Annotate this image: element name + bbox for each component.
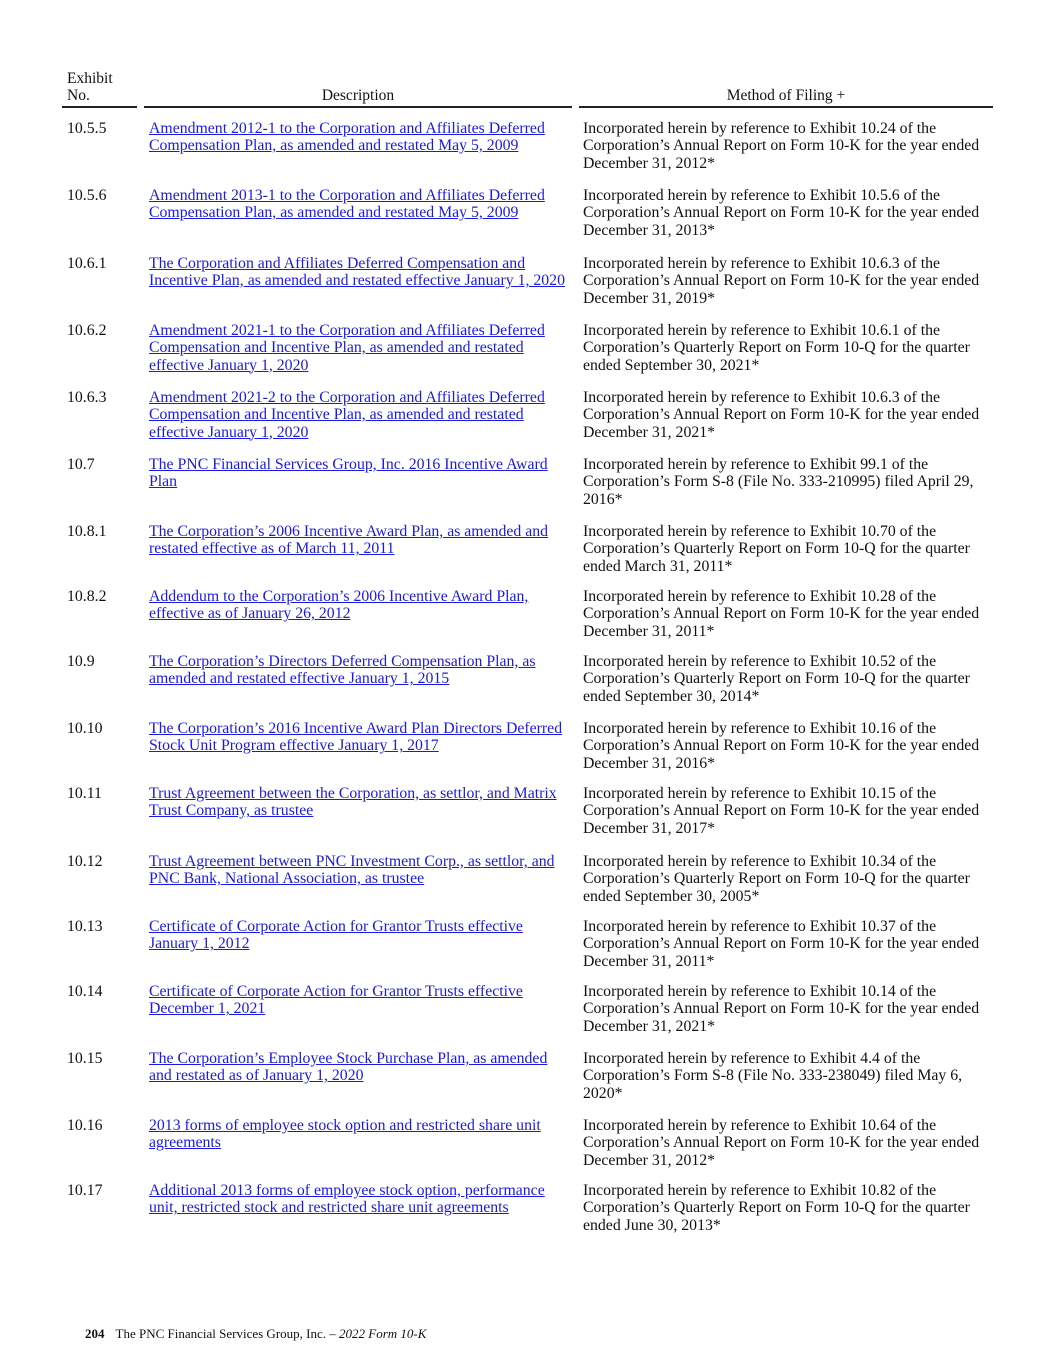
exhibit-number: 10.17: [67, 1182, 103, 1199]
filing-method: Incorporated herein by reference to Exhibit 10.6.3 of the Corporation’s Annual Report on Form 10-K for the year ended December 31, 2021*: [583, 389, 980, 441]
exhibit-no-header: [62, 66, 137, 108]
exhibit-link[interactable]: Addendum to the Corporation’s 2006 Incentive Award Plan, effective as of January 26, 2012: [149, 588, 529, 623]
filing-method: Incorporated herein by reference to Exhibit 10.5.6 of the Corporation’s Annual Report on Form 10-K for the year ended December 31, 2013*: [583, 187, 980, 239]
exhibit-number: 10.16: [67, 1117, 103, 1134]
page-footer: [85, 1326, 426, 1342]
filing-method: Incorporated herein by reference to Exhibit 10.64 of the Corporation’s Annual Report on Form 10-K for the year ended December 31, 2012*: [583, 1117, 980, 1169]
exhibit-link[interactable]: The Corporation’s Directors Deferred Compensation Plan, as amended and restated effective January 1, 2015: [149, 653, 536, 688]
exhibit-link[interactable]: Additional 2013 forms of employee stock option, performance unit, restricted stock and restricted share unit agreements: [149, 1182, 545, 1217]
exhibit-link[interactable]: The Corporation’s Employee Stock Purchase Plan, as amended and restated as of January 1, 2020: [149, 1050, 548, 1085]
exhibit-number: 10.5.5: [67, 120, 107, 137]
filing-method: Incorporated herein by reference to Exhibit 10.82 of the Corporation’s Quarterly Report on Form 10-Q for the quarter ended June 30, 2013*: [583, 1182, 970, 1234]
exhibit-number: 10.7: [67, 456, 95, 473]
footer-form: 2022 Form 10-K: [339, 1326, 427, 1341]
exhibit-link[interactable]: Certificate of Corporate Action for Grantor Trusts effective December 1, 2021: [149, 983, 523, 1018]
exhibit-link[interactable]: The Corporation’s 2016 Incentive Award Plan Directors Deferred Stock Unit Program effective January 1, 2017: [149, 720, 563, 755]
exhibit-number: 10.11: [67, 785, 102, 802]
filing-method: Incorporated herein by reference to Exhibit 10.15 of the Corporation’s Annual Report on Form 10-K for the year ended December 31, 2017*: [583, 785, 980, 837]
filing-method: Incorporated herein by reference to Exhibit 10.24 of the Corporation’s Annual Report on Form 10-K for the year ended December 31, 2012*: [583, 120, 980, 172]
exhibit-number: 10.15: [67, 1050, 103, 1067]
exhibit-link[interactable]: Amendment 2012-1 to the Corporation and Affiliates Deferred Compensation Plan, as amended and restated May 5, 2009: [149, 120, 545, 155]
exhibit-number: 10.12: [67, 853, 103, 870]
description-header: [144, 66, 572, 108]
filing-method: Incorporated herein by reference to Exhibit 10.37 of the Corporation’s Annual Report on Form 10-K for the year ended December 31, 2011*: [583, 918, 980, 970]
exhibit-link[interactable]: Amendment 2021-2 to the Corporation and Affiliates Deferred Compensation and Incentive Plan, as amended and restated effective January 1, 2020: [149, 389, 545, 441]
filing-method: Incorporated herein by reference to Exhibit 10.6.3 of the Corporation’s Annual Report on Form 10-K for the year ended December 31, 2019*: [583, 255, 980, 307]
filing-method: Incorporated herein by reference to Exhibit 10.52 of the Corporation’s Quarterly Report on Form 10-Q for the quarter ended September 30, 2014*: [583, 653, 970, 705]
exhibit-number: 10.8.1: [67, 523, 107, 540]
exhibit-link[interactable]: 2013 forms of employee stock option and restricted share unit agreements: [149, 1117, 541, 1152]
exhibit-number: 10.6.2: [67, 322, 107, 339]
exhibit-link[interactable]: The Corporation’s 2006 Incentive Award Plan, as amended and restated effective as of March 11, 2011: [149, 523, 549, 558]
exhibit-number: 10.10: [67, 720, 103, 737]
exhibit-number: 10.8.2: [67, 588, 107, 605]
exhibit-number: 10.14: [67, 983, 103, 1000]
filing-method: Incorporated herein by reference to Exhibit 99.1 of the Corporation’s Form S-8 (File No. 333-210995) filed April 29, 2016*: [583, 456, 974, 508]
filing-method: Incorporated herein by reference to Exhibit 10.34 of the Corporation’s Quarterly Report on Form 10-Q for the quarter ended September 30, 2005*: [583, 853, 970, 905]
exhibit-number: 10.6.3: [67, 389, 107, 406]
exhibit-number: 10.13: [67, 918, 103, 935]
table-header: [62, 66, 993, 106]
filing-method: Incorporated herein by reference to Exhibit 10.6.1 of the Corporation’s Quarterly Report on Form 10-Q for the quarter ended September 30, 2021*: [583, 322, 970, 374]
method-of-filing-header: [579, 66, 993, 108]
description-header-label: Description: [321, 87, 395, 104]
filing-method: Incorporated herein by reference to Exhibit 10.16 of the Corporation’s Annual Report on Form 10-K for the year ended December 31, 2016*: [583, 720, 980, 772]
exhibit-link[interactable]: Trust Agreement between PNC Investment Corp., as settlor, and PNC Bank, National Association, as trustee: [149, 853, 555, 888]
exhibit-no-header-label: Exhibit No.: [67, 70, 113, 104]
exhibit-number: 10.9: [67, 653, 95, 670]
exhibit-link[interactable]: The PNC Financial Services Group, Inc. 2016 Incentive Award Plan: [149, 456, 548, 491]
exhibit-number: 10.6.1: [67, 255, 107, 272]
exhibit-link[interactable]: The Corporation and Affiliates Deferred Compensation and Incentive Plan, as amended and restated effective January 1, 2020: [149, 255, 565, 290]
exhibit-link[interactable]: Certificate of Corporate Action for Grantor Trusts effective January 1, 2012: [149, 918, 523, 953]
exhibit-link[interactable]: Trust Agreement between the Corporation, as settlor, and Matrix Trust Company, as trustee: [149, 785, 557, 820]
filing-method: Incorporated herein by reference to Exhibit 4.4 of the Corporation’s Form S-8 (File No. 333-238049) filed May 6, 2020*: [583, 1050, 963, 1102]
exhibit-link[interactable]: Amendment 2013-1 to the Corporation and Affiliates Deferred Compensation Plan, as amended and restated May 5, 2009: [149, 187, 545, 222]
filing-method: Incorporated herein by reference to Exhibit 10.14 of the Corporation’s Annual Report on Form 10-K for the year ended December 31, 2021*: [583, 983, 980, 1035]
filing-method: Incorporated herein by reference to Exhibit 10.28 of the Corporation’s Annual Report on Form 10-K for the year ended December 31, 2011*: [583, 588, 980, 640]
exhibit-link[interactable]: Amendment 2021-1 to the Corporation and Affiliates Deferred Compensation and Incentive Plan, as amended and restated effective January 1, 2020: [149, 322, 545, 374]
filing-method: Incorporated herein by reference to Exhibit 10.70 of the Corporation’s Quarterly Report on Form 10-Q for the quarter ended March 31, 2011*: [583, 523, 970, 575]
footer-company: The PNC Financial Services Group, Inc. –: [115, 1326, 336, 1341]
method-of-filing-header-label: Method of Filing +: [726, 87, 846, 104]
exhibit-number: 10.5.6: [67, 187, 107, 204]
page-number: 204: [85, 1326, 105, 1341]
